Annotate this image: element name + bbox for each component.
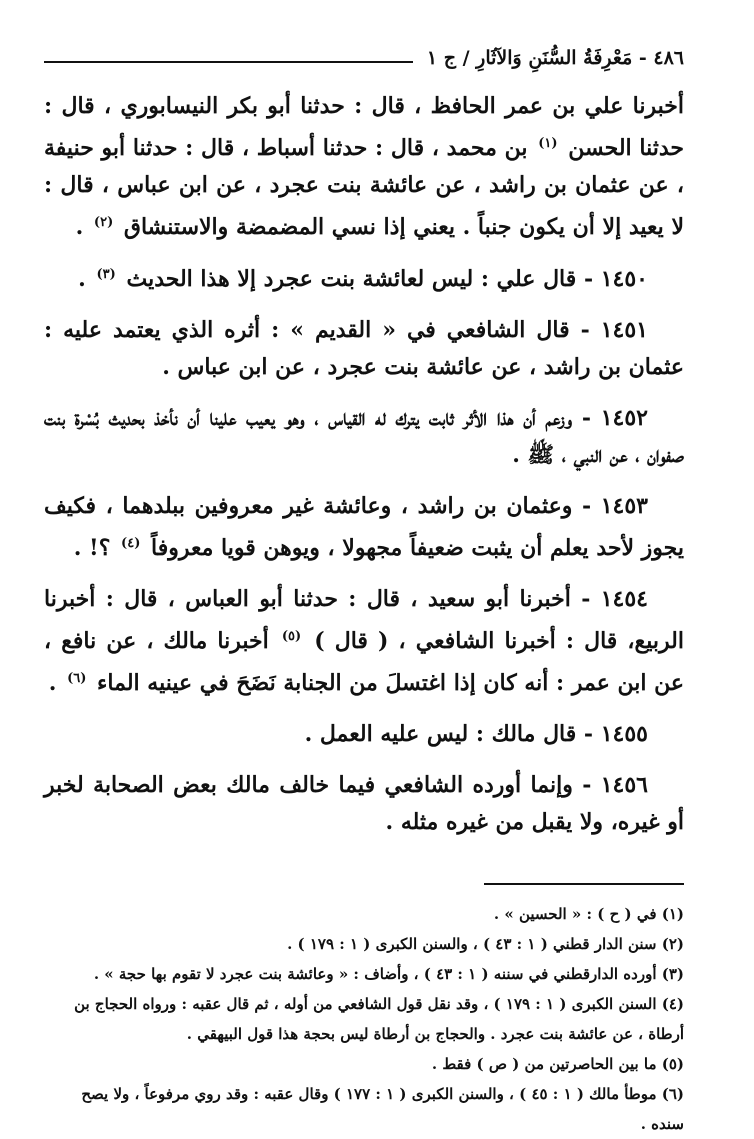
main-text [44, 88, 684, 841]
footnote-5: (٥) ما بين الحاصرتين من ( ص ) فقط . [431, 1055, 684, 1073]
footnote-ref-2: (٢) [93, 215, 114, 230]
footnote-ref-1: (١) [538, 136, 558, 151]
paragraph-1455: ١٤٥٥ - قال مالك : ليس عليه العمل . [304, 721, 648, 747]
footnote-separator-wrap [44, 883, 684, 885]
footnote-ref-5: (٥) [281, 629, 302, 644]
paragraph-1451: ١٤٥١ - قال الشافعي في « القديم » : أثره الذي يعتمد عليه : عثمان بن راشد ، عن عائشة بنت عجرد ، عن ابن عباس . [44, 317, 684, 380]
paragraph-1454: ١٤٥٤ - أخبرنا أبو سعيد ، قال : حدثنا أبو العباس ، قال : أخبرنا الربيع، قال : أخبرنا الشافعي ، ( قال ) $^{(٥)}$ أخبرنا مالك ، عن نافع ، عن ابن عمر : أنه كان إذا اغتسلَ من الجنابة نَضَحَ في عينيه الماء $^{(٦)}$ . [44, 586, 684, 696]
footnote-ref-6: (٦) [67, 671, 87, 686]
footnote-3: (٣) أورده الدارقطني في سننه ( ١ : ٤٣ ) ، وأضاف : « وعائشة بنت عجرد لا تقوم بها حجة » . [93, 965, 684, 983]
footnote-6: (٦) موطأ مالك ( ١ : ٤٥ ) ، والسنن الكبرى ( ١ : ١٧٧ ) وقال عقبه : وقد روي مرفوعاً ، ولا يصح سنده . [81, 1085, 684, 1133]
footnote-ref-3: (٣) [96, 267, 116, 282]
footnotes [44, 899, 684, 1139]
paragraph-1456: ١٤٥٦ - وإنما أورده الشافعي فيما خالف مالك بعض الصحابة لخبر أو غيره، ولا يقبل من غيره مثله . [44, 772, 684, 835]
footnote-separator [484, 883, 684, 885]
running-title: ٤٨٦ - مَعْرِفَةُ السُّنَنِ وَالآثَارِ / ج ١ [426, 47, 684, 69]
running-header [44, 38, 684, 78]
footnote-1: (١) في ( ح ) : « الحسين » . [493, 905, 684, 923]
header-rule [44, 61, 413, 63]
paragraph-1452: ١٤٥٢ - وزعم أن هذا الأثر ثابت يترك له القياس ، وهو يعيب علينا أن نأخذ بحديث بُسْرة بنت صفوان ، عن النبي ، ﷺ . [44, 405, 684, 468]
paragraph-1453: ١٤٥٣ - وعثمان بن راشد ، وعائشة غير معروفين ببلدهما ، فكيف يجوز لأحد يعلم أن يثبت ضعيفاً مجهولا ، ويوهن قويا معروفاً $^{(٤)}$ ؟! . [44, 493, 684, 561]
paragraph-1450: ١٤٥٠ - قال علي : ليس لعائشة بنت عجرد إلا هذا الحديث $^{(٣)}$ . [78, 266, 648, 292]
paragraph-intro: أخبرنا علي بن عمر الحافظ ، قال : حدثنا أبو بكر النيسابوري ، قال : حدثنا الحسن $^{(١)}$ بن محمد ، قال : حدثنا أسباط ، قال : حدثنا أبو حنيفة ، عن عثمان بن راشد ، عن عائشة بنت عجرد ، عن ابن عباس ، قال : لا يعيد إلا أن يكون جنباً . يعني إذا نسي المضمضة والاستنشاق $^{(٢)}$ . [44, 93, 684, 240]
footnote-4: (٤) السنن الكبرى ( ١ : ١٧٩ ) ، وقد نقل قول الشافعي من أوله ، ثم قال عقبه : ورواه الحجاج بن أرطاة ، عن عائشة بنت عجرد . والحجاج بن أرطاة ليس بحجة هذا قول البيهقي . [74, 995, 684, 1043]
footnote-ref-4: (٤) [121, 536, 141, 551]
footnote-2: (٢) سنن الدار قطني ( ١ : ٤٣ ) ، والسنن الكبرى ( ١ : ١٧٩ ) . [287, 935, 684, 953]
